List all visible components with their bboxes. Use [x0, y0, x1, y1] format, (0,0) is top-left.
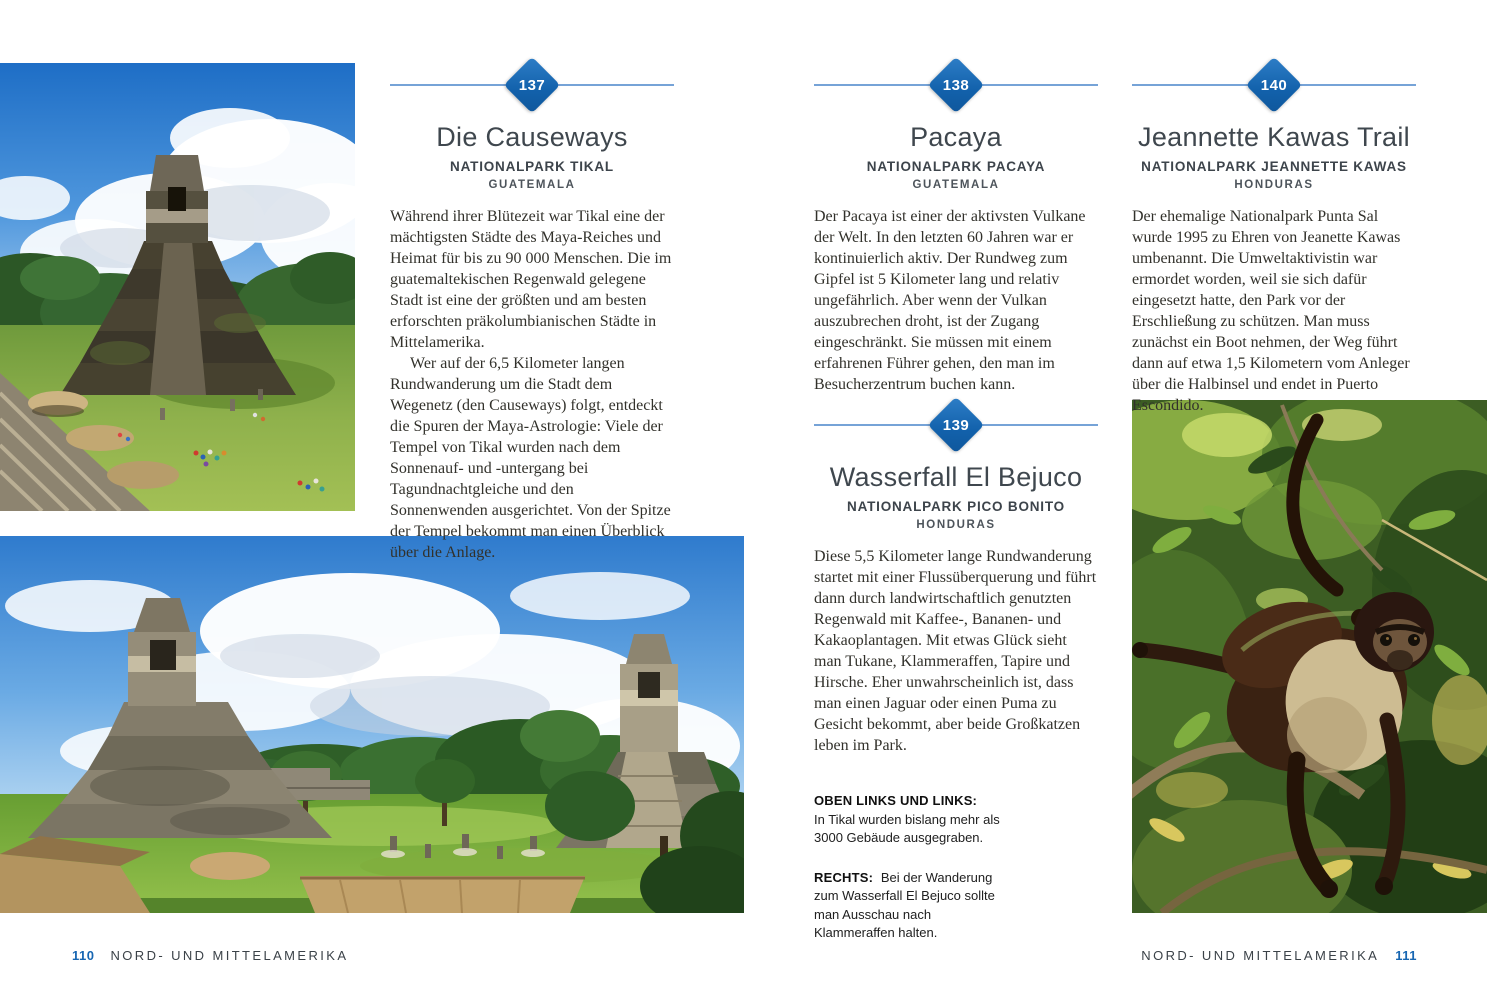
article-country: GUATEMALA [488, 179, 576, 191]
left-section-title: NORD- UND MITTELAMERIKA [110, 948, 349, 963]
spider-monkey-photo [1132, 400, 1487, 913]
route-number-diamond [928, 397, 985, 454]
caption-text: Bei der Wanderung zum Wasserfall El Bejuco sollte man Ausschau nach Klammeraffen halten. [814, 869, 995, 940]
right-page-footer [1141, 948, 1417, 964]
route-number: 137 [518, 76, 546, 94]
article-park-name: NATIONALPARK JEANNETTE KAWAS [1141, 159, 1407, 174]
body-paragraph: Während ihrer Blütezeit war Tikal eine der mächtigsten Städte des Maya-Reiches und Heimat für bis zu 90 000 Menschen. Die im guatemaltekischen Regenwald gelegene Stadt ist eine der größten und am besten erforschten präkolumbianischen Städte in Mittelamerika. [390, 208, 672, 351]
article-wasserfall-el-bejuco [814, 403, 1098, 756]
tikal-temple-illustration [0, 63, 355, 511]
caption-text: In Tikal wurden bislang mehr als 3000 Gebäude ausgegraben. [814, 811, 1000, 845]
right-page-number: 111 [1395, 948, 1417, 963]
left-page-number: 110 [72, 948, 95, 963]
route-number-diamond [928, 57, 985, 114]
route-badge-138 [814, 63, 1098, 107]
tikal-temple-photo [0, 63, 355, 511]
article-country: HONDURAS [916, 519, 996, 531]
route-number-diamond [1246, 57, 1303, 114]
route-number: 138 [942, 76, 970, 94]
article-pacaya [814, 63, 1098, 395]
route-badge-139 [814, 403, 1098, 447]
article-body [814, 546, 1098, 756]
article-body [814, 206, 1098, 395]
route-badge-137 [390, 63, 674, 107]
article-jeannette-kawas-trail [1132, 63, 1416, 416]
article-country: HONDURAS [1234, 179, 1314, 191]
route-number-diamond [504, 57, 561, 114]
article-body [390, 206, 674, 563]
caption-lead: RECHTS: [814, 869, 874, 885]
article-title: Jeannette Kawas Trail [1138, 122, 1410, 152]
left-page-footer [72, 948, 348, 964]
right-section-title: NORD- UND MITTELAMERIKA [1141, 948, 1380, 963]
route-number: 139 [942, 416, 970, 434]
article-park-name: NATIONALPARK TIKAL [450, 159, 614, 174]
article-title: Pacaya [910, 122, 1002, 152]
caption-monkey [814, 869, 1014, 943]
spider-monkey-illustration [1132, 400, 1487, 913]
tikal-plaza-panorama-photo [0, 536, 744, 913]
body-paragraph: Der Pacaya ist einer der aktivsten Vulkane der Welt. In den letzten 60 Jahren war er kontinuierlich aktiv. Der Rundweg zum Gipfel ist 5 Kilometer lang und relativ ungefährlich. Aber wenn der Vulkan auszubrechen droht, ist der Zugang eingeschränkt. Sie müssen mit einem erfahrenen Führer gehen, den man im Besucherzentrum buchen kann. [814, 208, 1086, 393]
article-country: GUATEMALA [912, 179, 1000, 191]
article-title: Wasserfall El Bejuco [829, 462, 1083, 492]
body-paragraph: Der ehemalige Nationalpark Punta Sal wurde 1995 zu Ehren von Jeanette Kawas umbenannt. Die Umweltaktivistin war ermordet worden, weil sie sich dafür eingesetzt hatte, den Park vor der Erschließung zu schützen. Man muss zunächst ein Boot nehmen, der Weg führt dann auf etwa 1,5 Kilometern vom Anleger über die Halbinsel und endet in Puerto Escondido. [1132, 208, 1410, 414]
photo-captions [814, 792, 1014, 964]
article-park-name: NATIONALPARK PACAYA [866, 159, 1046, 174]
route-number: 140 [1260, 76, 1288, 94]
article-body [1132, 206, 1416, 416]
article-park-name: NATIONALPARK PICO BONITO [847, 499, 1065, 514]
route-badge-140 [1132, 63, 1416, 107]
caption-tikal [814, 792, 1014, 848]
tikal-plaza-illustration [0, 536, 744, 913]
article-die-causeways [390, 63, 674, 563]
body-paragraph: Wer auf der 6,5 Kilometer langen Rundwanderung um die Stadt dem Wegenetz (den Causeways) folgt, entdeckt die Spuren der Maya-Astrologie: Viele der Tempel von Tikal wurden nach dem Sonnenauf- und -untergang bei Tagundnachtgleiche und den Sonnenwenden ausgerichtet. Von der Spitze der Tempel bekommt man einen Überblick über die Anlage. [390, 355, 671, 561]
body-paragraph: Diese 5,5 Kilometer lange Rundwanderung startet mit einer Flussüberquerung und führt dann durch landwirtschaftlich genutzten Regenwald mit Kaffee-, Bananen- und Kakaoplantagen. Mit etwas Glück sieht man Tukane, Klammeraffen, Tapire und Hirsche. Eher unwahrscheinlich ist, dass man einen Jaguar oder einen Puma zu Gesicht bekommt, aber beide Großkatzen leben im Park. [814, 548, 1097, 754]
article-title: Die Causeways [436, 122, 628, 152]
caption-lead: OBEN LINKS UND LINKS: [814, 793, 978, 808]
